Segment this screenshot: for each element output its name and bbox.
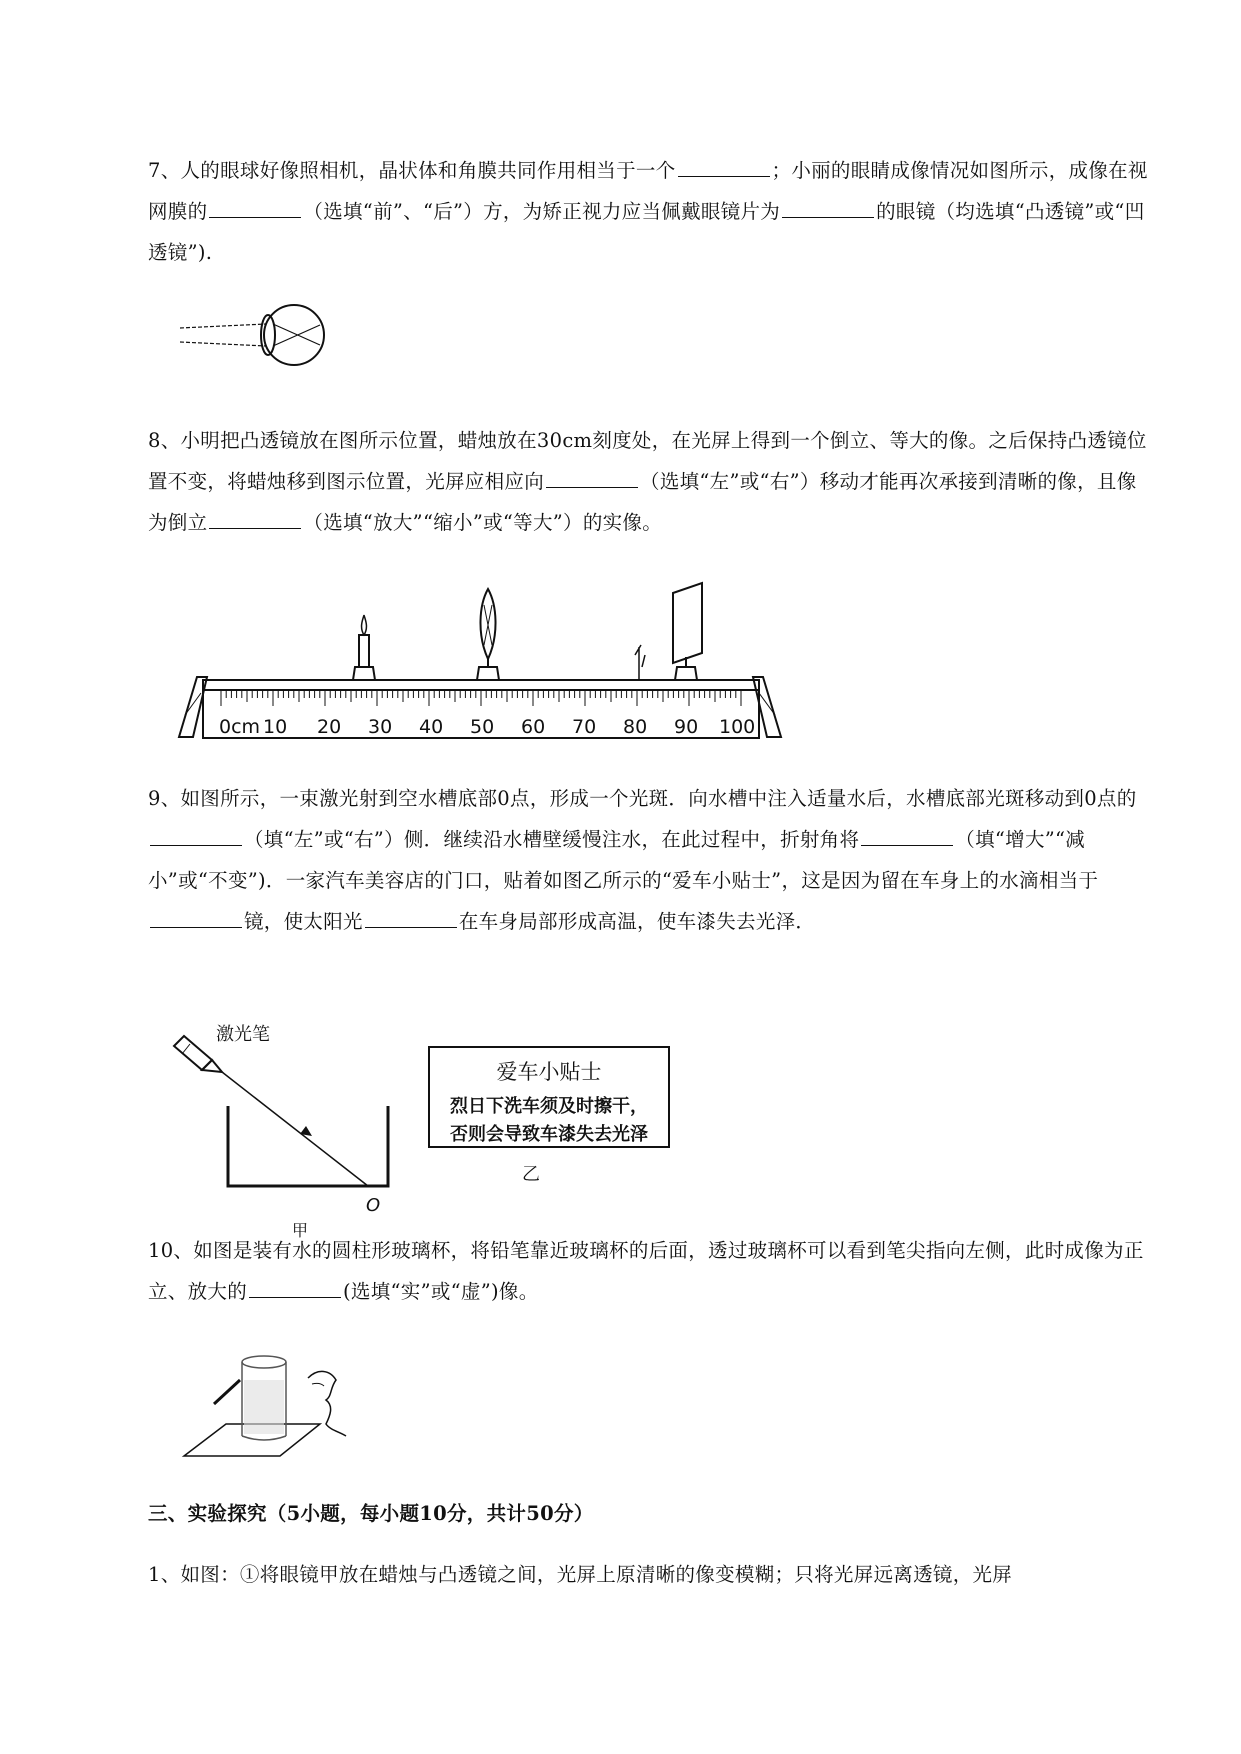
ruler-label: 0cm (219, 716, 261, 738)
experiment-1: 1、如图：①将眼镜甲放在蜡烛与凸透镜之间，光屏上原清晰的像变模糊；只将光屏远离透镜，光屏 (148, 1563, 1013, 1586)
answer-blank[interactable] (209, 197, 301, 218)
ruler-label: 60 (521, 716, 546, 738)
ruler-label: 50 (470, 716, 495, 738)
ruler-label: 40 (419, 716, 444, 738)
answer-blank[interactable] (365, 907, 457, 928)
question-8: 8、小明把凸透镜放在图所示位置，蜡烛放在30cm刻度处，在光屏上得到一个倒立、等大的像。之后保持凸透镜位置不变，将蜡烛移到图示位置，光屏应相应向 （选填“左”或“右”）移动才能再次承接到清晰的像，且像为倒立 （选填“放大”“缩小”或“等大”）的实像。 (148, 429, 1147, 534)
figure-jia-label: 甲 (292, 1221, 309, 1240)
tip-line: 否则会导致车漆失去光泽 (450, 1124, 648, 1145)
question-7: 7、人的眼球好像照相机，晶状体和角膜共同作用相当于一个 ；小丽的眼睛成像情况如图所示，成像在视网膜的 （选填“前”、“后”）方，为矫正视力应当佩戴眼镜片为 的眼镜（均选填“凸透镜”或“凹透镜”). (148, 150, 1148, 273)
question-9: 9、如图所示，一束激光射到空水槽底部0点，形成一个光斑．向水槽中注入适量水后，水槽底部光斑移动到0点的（填“左”或“右”）侧．继续沿水槽壁缓慢注水，在此过程中，折射角将 （填“增大”“减小”或“不变”)．一家汽车美容店的门口，贴着如图乙所示的“爱车小贴士”，这是因为留在车身上的水滴相当于镜，使太阳光 在车身局部形成高温，使车漆失去光泽． (148, 787, 1137, 933)
face-icon (308, 1371, 346, 1436)
tip-title: 爱车小贴士 (496, 1060, 602, 1084)
ruler-label: 30 (368, 716, 393, 738)
answer-blank[interactable] (861, 825, 953, 846)
question-10: 10、如图是装有水的圆柱形玻璃杯，将铅笔靠近玻璃杯的后面，透过玻璃杯可以看到笔尖指向左侧，此时成像为正立、放大的 (选填“实”或“虚”)像。 (148, 1239, 1144, 1303)
point-o-label: O (366, 1195, 381, 1216)
glass-cup-pencil-diagram (180, 1340, 390, 1460)
convex-lens-icon (477, 589, 499, 680)
ruler-label: 70 (572, 716, 597, 738)
answer-blank[interactable] (782, 197, 874, 218)
ruler-label: 90 (674, 716, 699, 738)
eye-diagram (178, 300, 338, 370)
pencil-icon (214, 1380, 240, 1404)
answer-blank[interactable] (249, 1277, 341, 1298)
answer-blank[interactable] (546, 467, 638, 488)
section-heading: 三、实验探究（5小题，每小题10分，共计50分） (148, 1502, 594, 1525)
answer-blank[interactable] (150, 907, 242, 928)
figure-yi-label: 乙 (522, 1164, 540, 1185)
ruler-label: 100 (719, 716, 756, 738)
laser-tank-diagram (170, 1018, 410, 1216)
ruler-label: 80 (623, 716, 648, 738)
ruler-label: 20 (317, 716, 342, 738)
ruler-ticks (221, 690, 741, 706)
car-care-tip-box (428, 1046, 670, 1148)
ruler-label: 10 (263, 716, 288, 738)
candle-icon (353, 615, 375, 680)
light-screen-icon (673, 583, 702, 680)
laser-pen-icon (174, 1036, 222, 1072)
answer-blank[interactable] (150, 825, 242, 846)
glass-cup-icon (242, 1356, 286, 1440)
optical-bench-diagram (175, 575, 795, 750)
tip-line: 烈日下洗车须及时擦干， (450, 1096, 648, 1117)
answer-blank[interactable] (209, 508, 301, 529)
answer-blank[interactable] (678, 156, 770, 177)
laser-pen-label: 激光笔 (216, 1024, 270, 1045)
